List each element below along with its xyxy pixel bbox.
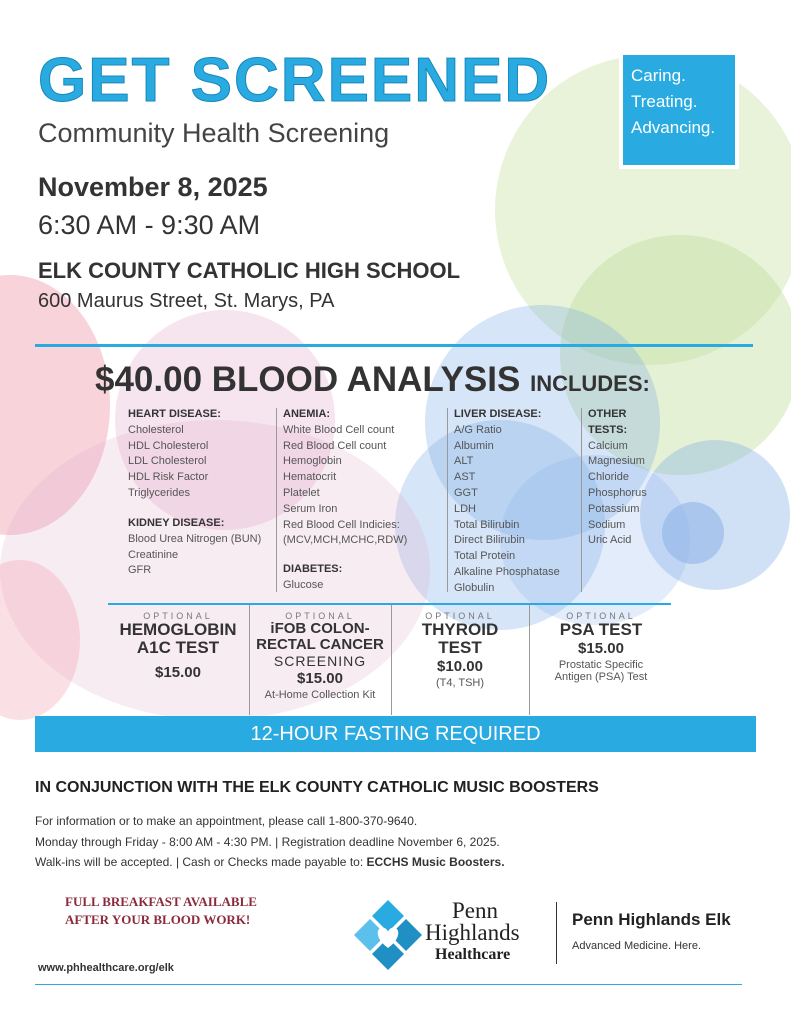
list-item: White Blood Cell count xyxy=(283,423,395,436)
list-item: Sodium xyxy=(588,518,626,531)
blood-analysis-heading xyxy=(95,360,650,400)
diabetes-heading: DIABETES: xyxy=(283,563,343,575)
penn-highlands-elk-tagline: Advanced Medicine. Here. xyxy=(572,940,702,952)
list-item: Triglycerides xyxy=(128,486,190,499)
list-item: Hematocrit xyxy=(283,471,337,484)
optional-name: A1C TEST xyxy=(136,638,220,657)
list-item: Blood Urea Nitrogen (BUN) xyxy=(128,532,262,545)
optional-psa-test xyxy=(530,611,672,683)
event-time: 6:30 AM - 9:30 AM xyxy=(38,210,261,240)
page-title: GET SCREENED xyxy=(38,46,552,115)
list-item: Red Blood Cell Indicies: xyxy=(283,518,400,531)
list-item: Total Bilirubin xyxy=(454,518,520,531)
page-subtitle: Community Health Screening xyxy=(38,118,390,148)
info-line-3-text: Walk-ins will be accepted. | Cash or Checks made payable to: xyxy=(35,855,367,869)
optional-note: (T4, TSH) xyxy=(435,677,485,689)
optional-ifob-screening xyxy=(250,611,390,701)
event-date: November 8, 2025 xyxy=(38,172,268,202)
list-item: Uric Acid xyxy=(588,534,632,547)
list-item: GFR xyxy=(128,564,152,577)
list-item: Platelet xyxy=(283,486,320,499)
penn-highlands-elk-name: Penn Highlands Elk xyxy=(572,910,731,929)
optional-name: iFOB COLON- xyxy=(270,620,370,637)
heart-disease-list xyxy=(128,407,221,502)
diabetes-list xyxy=(283,562,342,594)
location-address: 600 Maurus Street, St. Marys, PA xyxy=(38,290,335,312)
info-line-3 xyxy=(35,855,505,869)
list-item: (MCV,MCH,MCHC,RDW) xyxy=(283,534,408,547)
logo-line-1: Penn xyxy=(452,898,498,923)
info-line-2: Monday through Friday - 8:00 AM - 4:30 PM. | Registration deadline November 6, 2025. xyxy=(35,835,500,849)
optional-label: OPTIONAL xyxy=(285,611,355,621)
list-item: Globulin xyxy=(454,581,495,594)
bottom-divider xyxy=(35,984,742,985)
payee-name: ECCHS Music Boosters. xyxy=(366,855,505,869)
list-item: LDH xyxy=(454,502,477,515)
list-item: Potassium xyxy=(588,502,640,515)
column-divider xyxy=(447,408,448,592)
liver-heading: LIVER DISEASE: xyxy=(454,408,542,420)
optional-price: $10.00 xyxy=(437,658,483,675)
breakfast-line-2: AFTER YOUR BLOOD WORK! xyxy=(65,912,251,927)
breakfast-line-1: FULL BREAKFAST AVAILABLE xyxy=(65,894,257,909)
kidney-heading: KIDNEY DISEASE: xyxy=(128,517,225,529)
optional-note: At-Home Collection Kit xyxy=(264,689,376,701)
list-item: Serum Iron xyxy=(283,502,338,515)
optional-note: Antigen (PSA) Test xyxy=(554,671,648,683)
list-item: Albumin xyxy=(454,439,494,452)
tagline-line-1: Caring. xyxy=(631,66,686,85)
optional-label: OPTIONAL xyxy=(566,611,636,621)
list-item: AST xyxy=(454,471,476,484)
logo-line-3: Healthcare xyxy=(435,946,511,963)
list-item: Hemoglobin xyxy=(283,455,342,468)
anemia-heading: ANEMIA: xyxy=(283,408,331,420)
list-item: Magnesium xyxy=(588,455,645,468)
fasting-banner: 12-HOUR FASTING REQUIRED xyxy=(35,716,756,752)
optional-name: RECTAL CANCER xyxy=(256,636,384,653)
liver-disease-list xyxy=(454,407,560,597)
list-item: LDL Cholesterol xyxy=(128,455,207,468)
optional-price: $15.00 xyxy=(578,640,624,657)
optional-hemoglobin-a1c xyxy=(108,611,248,683)
optional-label: OPTIONAL xyxy=(143,611,213,621)
optional-divider xyxy=(108,603,671,605)
anemia-list xyxy=(283,407,407,549)
kidney-disease-list xyxy=(128,516,261,579)
other-tests-list xyxy=(588,407,647,549)
website-link[interactable]: www.phhealthcare.org/elk xyxy=(38,962,174,974)
list-item: A/G Ratio xyxy=(454,423,502,436)
optional-price: $15.00 xyxy=(297,670,343,687)
list-item: GGT xyxy=(454,486,478,499)
optional-name: SCREENING xyxy=(273,653,367,669)
includes-label: INCLUDES: xyxy=(530,371,650,396)
list-item: Total Protein xyxy=(454,550,516,563)
tagline-line-2: Treating. xyxy=(631,92,698,111)
optional-name: THYROID xyxy=(421,620,499,639)
list-item: Cholesterol xyxy=(128,423,184,436)
heart-heading: HEART DISEASE: xyxy=(128,408,221,420)
optional-note: Prostatic Specific xyxy=(558,659,644,671)
info-line-1: For information or to make an appointment, please call 1-800-370-9640. xyxy=(35,814,418,828)
list-item: HDL Cholesterol xyxy=(128,439,209,452)
blood-analysis-price: $40.00 BLOOD ANALYSIS xyxy=(95,360,521,399)
optional-price: $15.00 xyxy=(155,664,201,681)
list-item: ALT xyxy=(454,455,474,468)
list-item: Glucose xyxy=(283,578,324,591)
list-item: HDL Risk Factor xyxy=(128,471,209,484)
optional-thyroid-test xyxy=(392,611,528,689)
optional-name: HEMOGLOBIN xyxy=(119,620,237,639)
location-name: ELK COUNTY CATHOLIC HIGH SCHOOL xyxy=(38,258,461,283)
list-item: Creatinine xyxy=(128,548,179,561)
penn-highlands-wordmark xyxy=(425,900,520,966)
list-item: Calcium xyxy=(588,439,628,452)
logo-divider xyxy=(556,902,557,964)
list-item: Direct Bilirubin xyxy=(454,534,525,547)
optional-name: PSA TEST xyxy=(559,620,643,639)
breakfast-note xyxy=(65,893,257,929)
column-divider xyxy=(581,408,582,592)
tagline-line-3: Advancing. xyxy=(631,118,716,137)
other-heading-2: TESTS: xyxy=(588,423,628,436)
list-item: Chloride xyxy=(588,471,629,484)
other-heading-1: OTHER xyxy=(588,408,627,420)
conjunction-heading: IN CONJUNCTION WITH THE ELK COUNTY CATHOLIC MUSIC BOOSTERS xyxy=(35,779,599,796)
list-item: Phosphorus xyxy=(588,486,647,499)
optional-label: OPTIONAL xyxy=(425,611,495,621)
tagline-box xyxy=(623,55,735,165)
column-divider xyxy=(276,408,277,592)
penn-highlands-logo-icon xyxy=(352,898,424,972)
logo-line-2: Highlands xyxy=(425,920,520,945)
top-divider xyxy=(35,344,753,347)
list-item: Alkaline Phosphatase xyxy=(454,565,560,578)
list-item: Red Blood Cell count xyxy=(283,439,387,452)
optional-name: TEST xyxy=(438,638,482,657)
